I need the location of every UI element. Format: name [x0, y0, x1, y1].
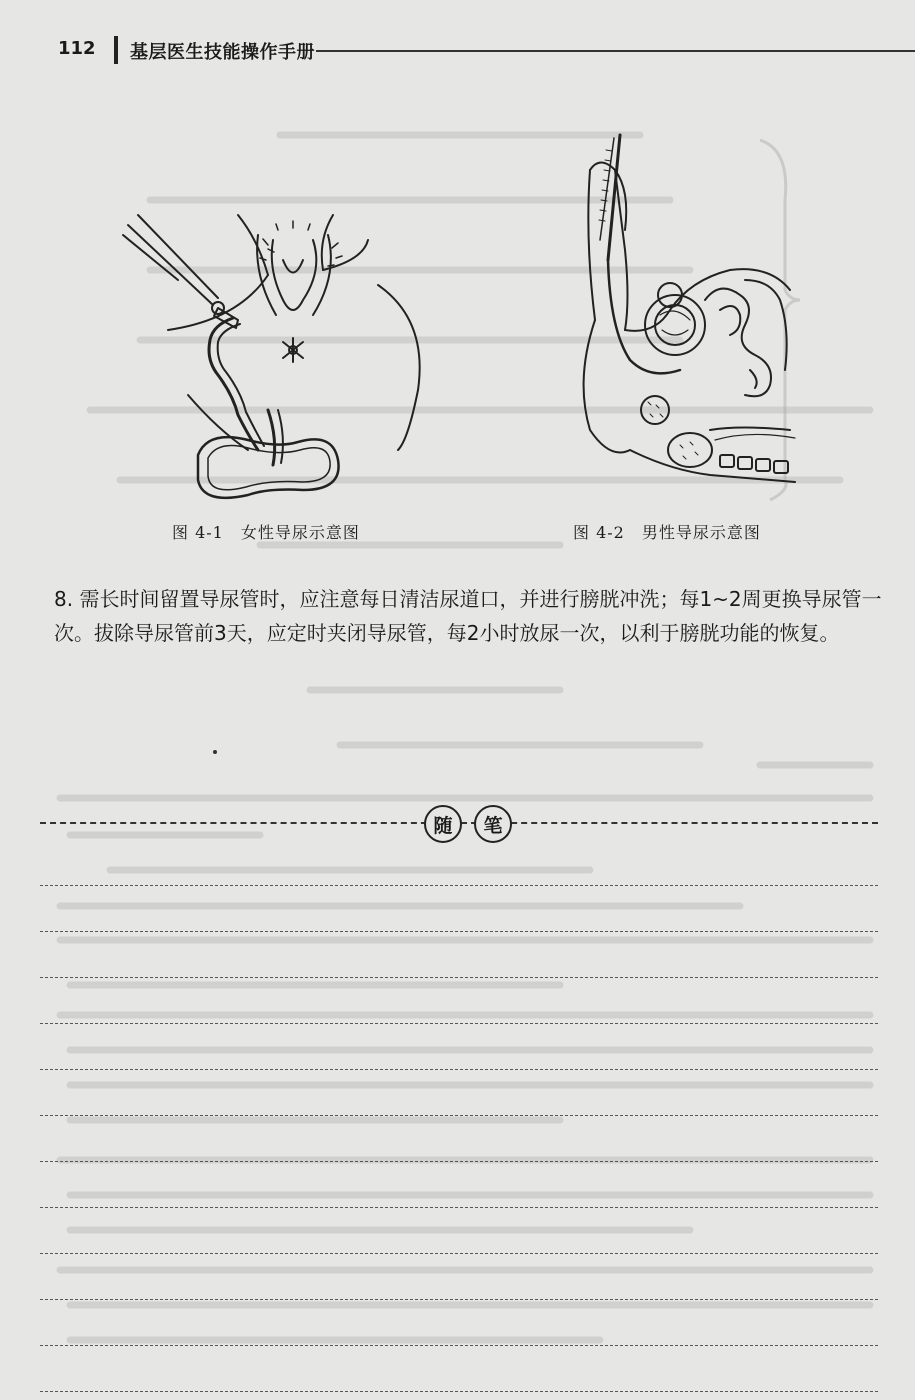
item-number: 8.	[54, 587, 74, 611]
notes-label-bi: 笔	[474, 805, 512, 843]
note-line	[40, 1253, 878, 1254]
female-catheter-illustration	[118, 200, 438, 510]
book-title: 基层医生技能操作手册	[130, 42, 315, 63]
male-catheter-illustration	[570, 130, 800, 500]
note-line	[40, 1299, 878, 1300]
note-line	[40, 1345, 878, 1346]
note-line	[40, 1069, 878, 1070]
note-line	[40, 1115, 878, 1116]
figure-female-catheterization	[118, 200, 438, 510]
header-separator	[114, 36, 118, 64]
instruction-item-8	[54, 582, 884, 650]
note-line	[40, 885, 878, 886]
stray-mark	[213, 750, 217, 754]
note-line	[40, 977, 878, 978]
note-line	[40, 1023, 878, 1024]
notes-label-sui: 随	[424, 805, 462, 843]
note-line	[40, 1391, 878, 1392]
note-line	[40, 1161, 878, 1162]
note-line	[40, 931, 878, 932]
figure-female-caption: 图 4-1 女性导尿示意图	[172, 523, 360, 542]
page-header	[58, 32, 888, 72]
item-text: 需长时间留置导尿管时，应注意每日清洁尿道口，并进行膀胱冲洗；每1~2周更换导尿管一次。拔除导尿管前3天，应定时夹闭导尿管，每2小时放尿一次，以利于膀胱功能的恢复。	[54, 587, 882, 645]
note-line	[40, 1207, 878, 1208]
figure-male-catheterization	[570, 130, 800, 500]
header-rule	[316, 50, 915, 52]
page-number: 112	[58, 38, 96, 59]
figure-male-caption: 图 4-2 男性导尿示意图	[573, 523, 761, 542]
